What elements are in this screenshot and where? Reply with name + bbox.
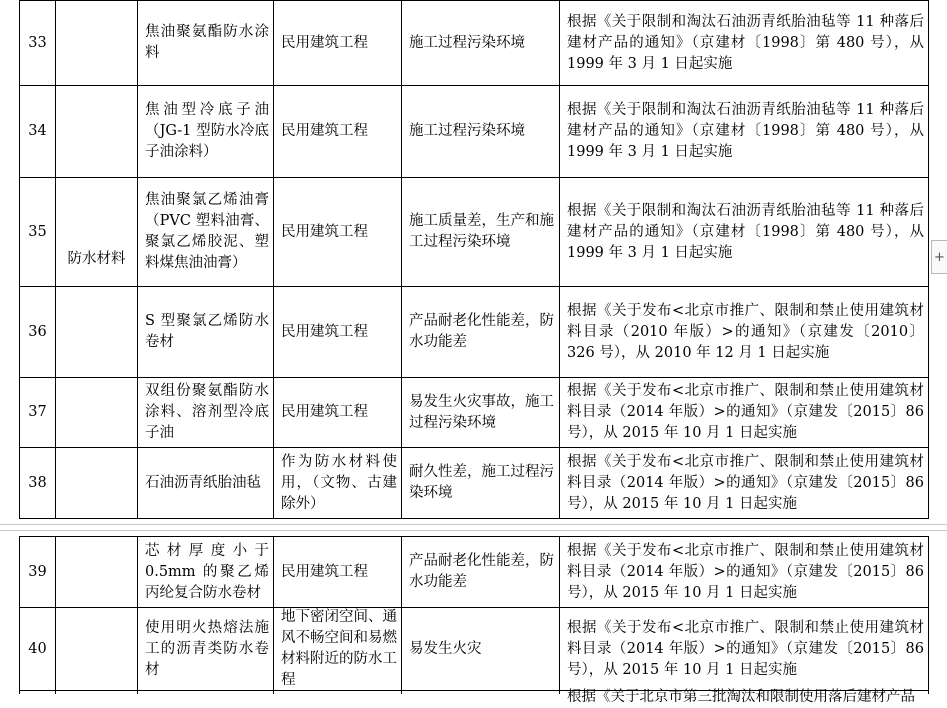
basis-cell: 根据《关于发布<北京市推广、限制和禁止使用建筑材料目录（2010 年版）>的通知》（京建发〔2010〕326 号），从 2010 年 12 月 1 日起实施	[567, 302, 924, 361]
scope-cell: 民用建筑工程	[281, 223, 368, 240]
page-break	[0, 519, 947, 535]
partial-basis-text: 根据《关于北京市第三批淘汰和限制使用落后建材产品	[567, 689, 915, 705]
row-number: 34	[28, 123, 47, 139]
basis-cell: 根据《关于发布<北京市推广、限制和禁止使用建筑材料目录（2014 年版）>的通知》（京建发〔2015〕86 号），从 2015 年 10 月 1 日起实施	[567, 453, 924, 512]
basis-cell: 根据《关于限制和淘汰石油沥青纸胎油毡等 11 种落后建材产品的通知》（京建材〔1998〕第 480 号），从 1999 年 3 月 1 日起实施	[567, 102, 924, 160]
scope-cell: 民用建筑工程	[281, 123, 368, 139]
item-name: 使用明火热熔法施工的沥青类防水卷材	[145, 619, 269, 678]
basis-cell: 根据《关于限制和淘汰石油沥青纸胎油毡等 11 种落后建材产品的通知》（京建材〔1998〕第 480 号），从 1999 年 3 月 1 日起实施	[567, 13, 924, 72]
reason-cell: 产品耐老化性能差，防水功能差	[409, 313, 554, 350]
item-name: 焦油聚氨酯防水涂料	[145, 24, 269, 61]
basis-cell: 根据《关于发布<北京市推广、限制和禁止使用建筑材料目录（2014 年版）>的通知》（京建发〔2015〕86 号），从 2015 年 10 月 1 日起实施	[567, 619, 924, 678]
item-name: 焦油型冷底子油（JG-1 型防水冷底子油涂料）	[145, 102, 269, 160]
side-expand-tab[interactable]	[931, 240, 947, 274]
reason-cell: 易发生火灾	[409, 640, 482, 657]
scope-cell: 民用建筑工程	[281, 323, 368, 340]
scope-cell: 民用建筑工程	[281, 404, 368, 420]
reason-cell: 施工过程污染环境	[409, 34, 525, 51]
item-name: 石油沥青纸胎油毡	[145, 474, 261, 491]
scope-cell: 地下密闭空间、通风不畅空间和易燃材料附近的防水工程	[281, 609, 397, 688]
row-number: 38	[28, 474, 47, 491]
reason-cell: 产品耐老化性能差，防水功能差	[409, 553, 554, 590]
item-name: S 型聚氯乙烯防水卷材	[145, 313, 269, 350]
plus-icon: +	[934, 249, 945, 265]
category-cell: 防水材料	[67, 250, 126, 267]
reason-cell: 施工过程污染环境	[409, 123, 525, 139]
item-name: 双组份聚氨酯防水涂料、溶剂型冷底子油	[145, 383, 269, 441]
row-number: 33	[28, 34, 47, 51]
row-number: 37	[28, 404, 47, 420]
row-number: 35	[28, 223, 47, 240]
reason-cell: 易发生火灾事故，施工过程污染环境	[409, 393, 554, 431]
item-name: 芯材厚度小于 0.5mm 的聚乙烯丙纶复合防水卷材	[145, 542, 269, 601]
reason-cell: 耐久性差，施工过程污染环境	[409, 464, 554, 501]
basis-cell: 根据《关于限制和淘汰石油沥青纸胎油毡等 11 种落后建材产品的通知》（京建材〔1998〕第 480 号），从 1999 年 3 月 1 日起实施	[567, 202, 924, 261]
row-number: 39	[28, 563, 47, 580]
basis-cell: 根据《关于发布<北京市推广、限制和禁止使用建筑材料目录（2014 年版）>的通知》（京建发〔2015〕86 号），从 2015 年 10 月 1 日起实施	[567, 542, 924, 601]
item-name: 焦油聚氯乙烯油膏（PVC 塑料油膏、聚氯乙烯胶泥、塑料煤焦油油膏）	[145, 192, 269, 271]
scope-cell: 民用建筑工程	[281, 34, 368, 51]
reason-cell: 施工质量差，生产和施工过程污染环境	[409, 213, 554, 250]
basis-cell: 根据《关于发布<北京市推广、限制和禁止使用建筑材料目录（2014 年版）>的通知》（京建发〔2015〕86 号），从 2015 年 10 月 1 日起实施	[567, 383, 924, 441]
row-number: 36	[28, 323, 47, 340]
scope-cell: 作为防水材料使用，（文物、古建除外）	[281, 453, 397, 512]
scope-cell: 民用建筑工程	[281, 563, 368, 580]
row-number: 40	[28, 640, 47, 657]
